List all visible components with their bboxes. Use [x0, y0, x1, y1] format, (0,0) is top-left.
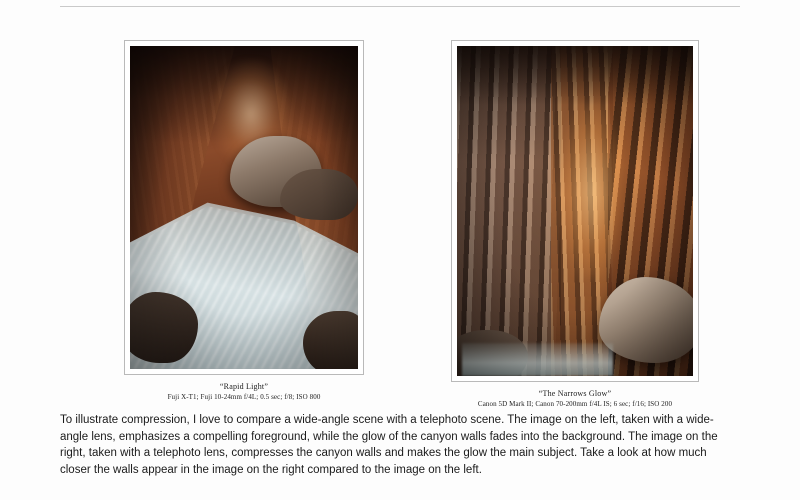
caption-title: “The Narrows Glow” — [538, 389, 612, 398]
figure-frame — [451, 40, 699, 382]
figure-caption — [451, 388, 699, 410]
photo-layer-vignette — [130, 46, 358, 369]
body-text-block — [60, 412, 740, 478]
caption-details: Fuji X-T1; Fuji 10-24mm f/4L; 0.5 sec; f/8; ISO 800 — [167, 393, 321, 401]
figure-the-narrows-glow — [451, 40, 699, 410]
caption-title: “Rapid Light” — [219, 382, 269, 391]
figure-row — [0, 14, 800, 408]
figure-rapid-light — [124, 40, 364, 403]
page-top-divider — [60, 6, 740, 7]
caption-details: Canon 5D Mark II; Canon 70-200mm f/4L IS; 6 sec; f/16; ISO 200 — [477, 400, 673, 408]
photo-layer-vignette — [457, 46, 693, 376]
body-paragraph: To illustrate compression, I love to compare a wide-angle scene with a telephoto scene. The image on the left, taken with a wide-angle lens, emphasizes a compelling foreground, while the glow of the canyon walls fades into the background. The image on the right, taken with a telephoto lens, compresses the canyon walls and makes the glow the main subject. Take a look at how much closer the walls appear in the image on the right compared to the image on the left. — [60, 414, 718, 476]
figure-frame — [124, 40, 364, 375]
photo-rapid-light — [130, 46, 358, 369]
photo-the-narrows-glow — [457, 46, 693, 376]
figure-caption — [124, 381, 364, 403]
